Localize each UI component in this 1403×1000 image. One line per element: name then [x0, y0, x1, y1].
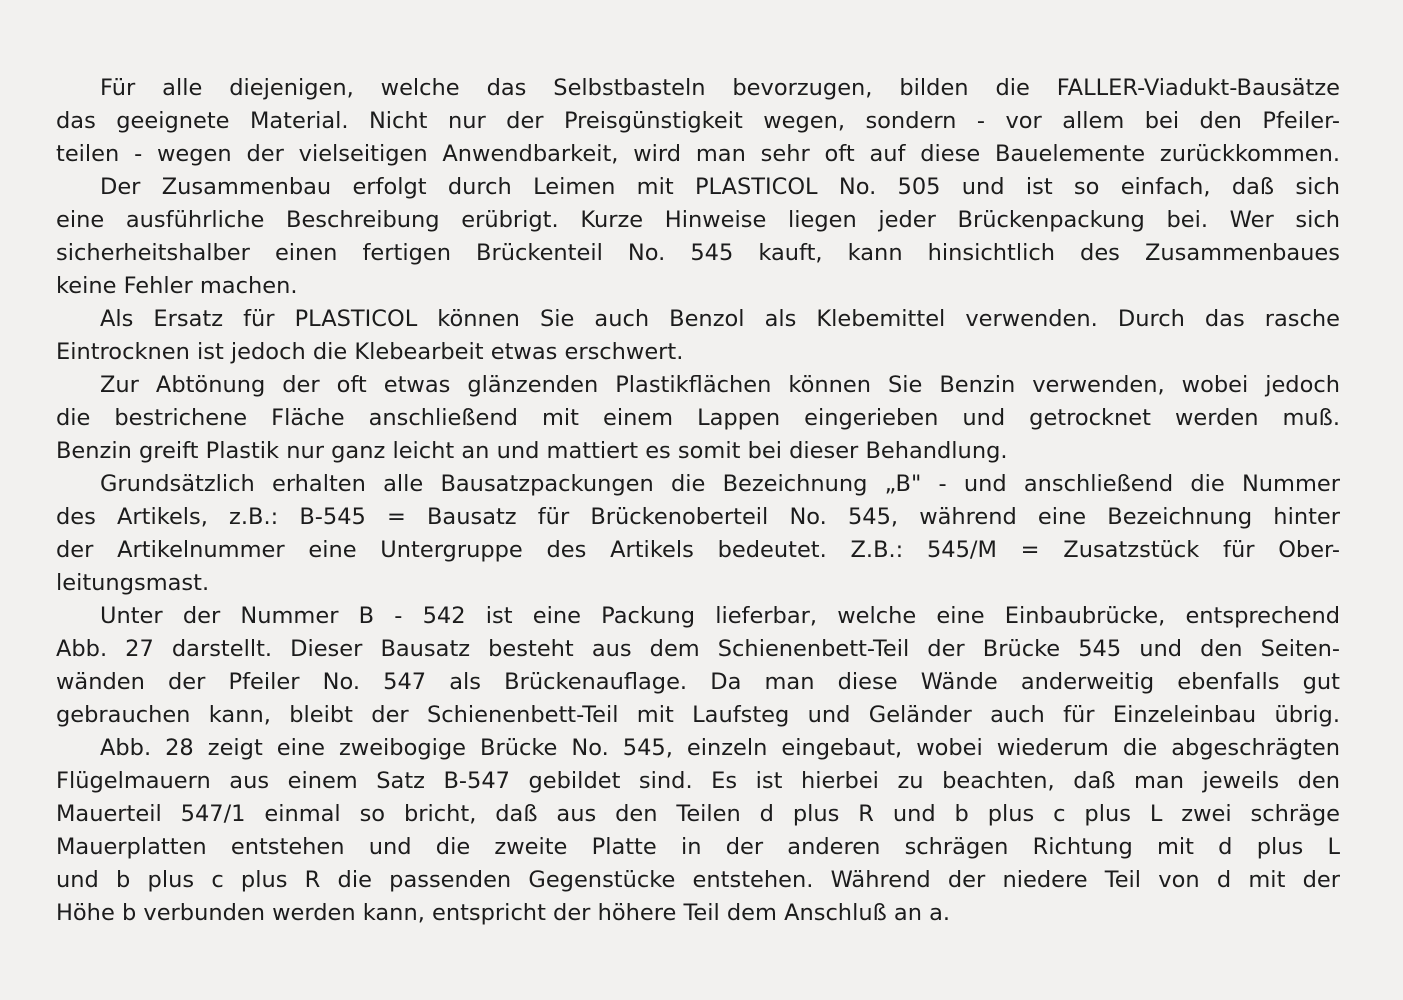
text-line: der Artikelnummer eine Untergruppe des Artikels bedeutet. Z.B.: 545/M = Zusatzstück für Ober- — [56, 537, 1340, 563]
text-line: Der Zusammenbau erfolgt durch Leimen mit PLASTICOL No. 505 und ist so einfach, daß sich — [100, 174, 1340, 200]
text-line: Zur Abtönung der oft etwas glänzenden Plastikflächen können Sie Benzin verwenden, wobei jedoch — [100, 372, 1340, 398]
text-line: leitungsmast. — [56, 570, 210, 596]
paragraph-6 — [56, 600, 1340, 732]
text-line: Flügelmauern aus einem Satz B-547 gebildet sind. Es ist hierbei zu beachten, daß man jeweils den — [56, 768, 1340, 794]
text-line: das geeignete Material. Nicht nur der Preisgünstigkeit wegen, sondern - vor allem bei den Pfeiler- — [56, 108, 1340, 134]
text-line: teilen - wegen der vielseitigen Anwendbarkeit, wird man sehr oft auf diese Bauelemente zurückkommen. — [56, 141, 1340, 167]
paragraph-4 — [56, 369, 1340, 468]
text-line: eine ausführliche Beschreibung erübrigt. Kurze Hinweise liegen jeder Brückenpackung bei. Wer sich — [56, 207, 1340, 233]
text-line: und b plus c plus R die passenden Gegenstücke entstehen. Während der niedere Teil von d mit der — [56, 867, 1340, 893]
text-line: Unter der Nummer B - 542 ist eine Packung lieferbar, welche eine Einbaubrücke, entsprechend — [100, 603, 1340, 629]
paragraph-3 — [56, 303, 1340, 369]
text-line: Benzin greift Plastik nur ganz leicht an und mattiert es somit bei dieser Behandlung. — [56, 438, 1008, 464]
text-line: die bestrichene Fläche anschließend mit einem Lappen eingerieben und getrocknet werden muß. — [56, 405, 1340, 431]
text-line: Mauerplatten entstehen und die zweite Platte in der anderen schrägen Richtung mit d plus L — [56, 834, 1340, 860]
text-line: gebrauchen kann, bleibt der Schienenbett-Teil mit Laufsteg und Geländer auch für Einzeleinbau übrig. — [56, 702, 1340, 728]
text-line: wänden der Pfeiler No. 547 als Brückenauflage. Da man diese Wände anderweitig ebenfalls gut — [56, 669, 1340, 695]
text-line: Mauerteil 547/1 einmal so bricht, daß aus den Teilen d plus R und b plus c plus L zwei schräge — [56, 801, 1340, 827]
paragraph-7 — [56, 732, 1340, 930]
text-line: Eintrocknen ist jedoch die Klebearbeit etwas erschwert. — [56, 339, 684, 365]
text-line: Grundsätzlich erhalten alle Bausatzpackungen die Bezeichnung „B" - und anschließend die Nummer — [100, 471, 1340, 497]
paragraph-5 — [56, 468, 1340, 600]
text-line: sicherheitshalber einen fertigen Brückenteil No. 545 kauft, kann hinsichtlich des Zusammenbaues — [56, 240, 1340, 266]
text-line: Als Ersatz für PLASTICOL können Sie auch Benzol als Klebemittel verwenden. Durch das rasche — [100, 306, 1340, 332]
text-line: Höhe b verbunden werden kann, entspricht der höhere Teil dem Anschluß an a. — [56, 900, 951, 926]
paragraph-1 — [56, 72, 1340, 171]
text-line: keine Fehler machen. — [56, 273, 298, 299]
text-line: des Artikels, z.B.: B-545 = Bausatz für Brückenoberteil No. 545, während eine Bezeichnung hinter — [56, 504, 1340, 530]
paragraph-2 — [56, 171, 1340, 303]
text-line: Für alle diejenigen, welche das Selbstbasteln bevorzugen, bilden die FALLER-Viadukt-Bausätze — [100, 75, 1340, 101]
text-line: Abb. 28 zeigt eine zweibogige Brücke No. 545, einzeln eingebaut, wobei wiederum die abgeschrägten — [100, 735, 1340, 761]
text-line: Abb. 27 darstellt. Dieser Bausatz besteht aus dem Schienenbett-Teil der Brücke 545 und den Seiten- — [56, 636, 1340, 662]
body-text — [56, 72, 1340, 930]
